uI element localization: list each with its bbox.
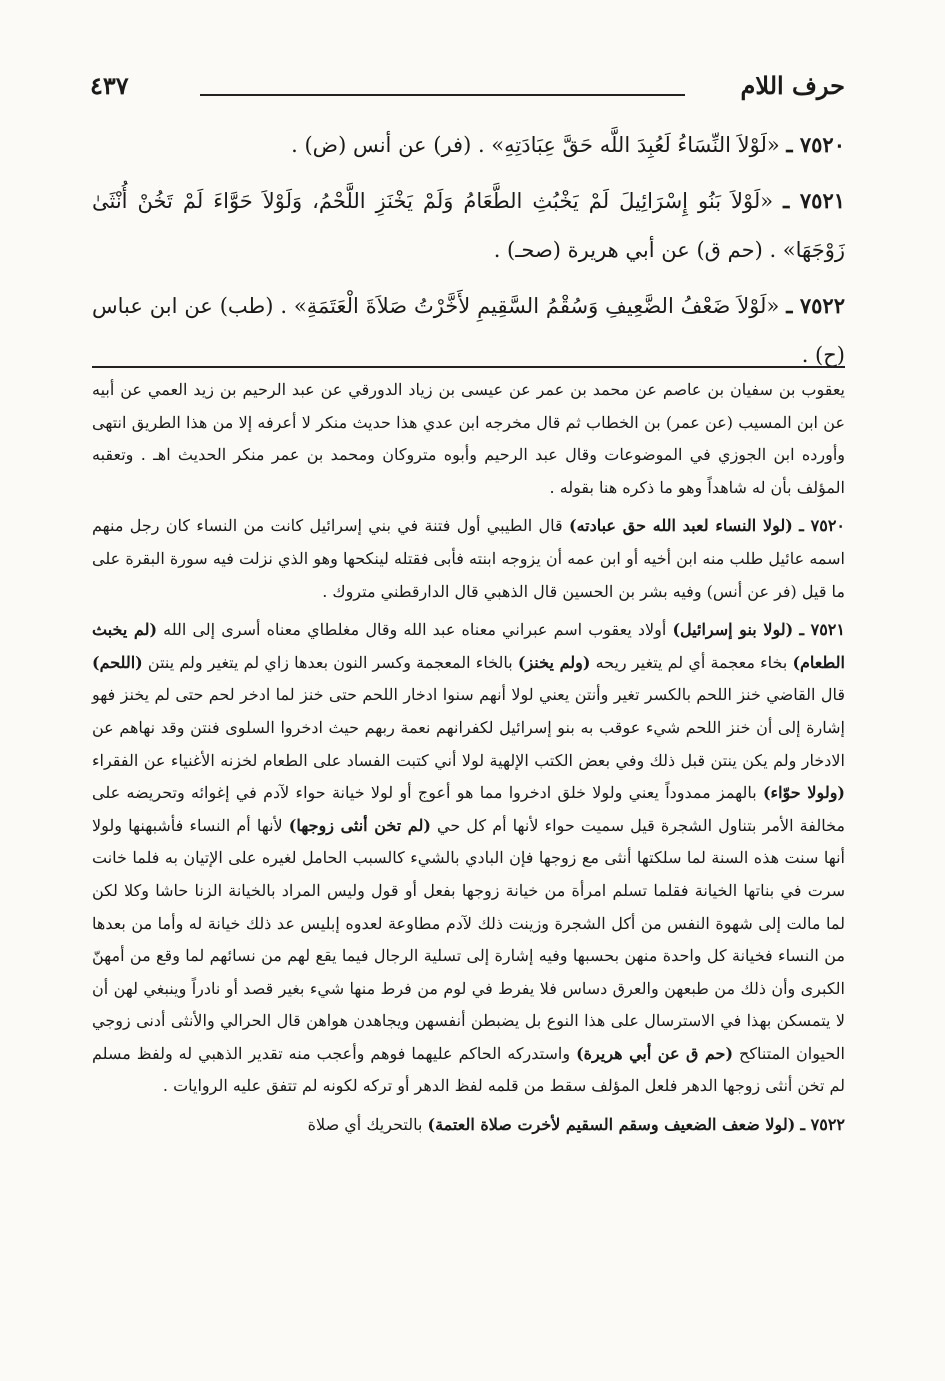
commentary-number: ٧٥٢٠ ـ bbox=[799, 516, 846, 536]
commentary-text: أولاد يعقوب اسم عبراني معناه عبد الله وقال مغلطاي معناه أسرى إلى الله bbox=[163, 620, 667, 640]
hadith-text: «لَوْلاَ ضَعْفُ الضَّعِيفِ وَسُقْمُ السَّقِيمِ لأَخَّرْتُ صَلاَةَ الْعَتَمَةِ» . (طب) عن ابن عباس (ح) . bbox=[92, 294, 845, 367]
commentary-text: بالهمز ممدوداً يعني ولولا خلق ادخروا مما هو أعوج أو لولا خيانة حواء لآدم في إغوائه وتحريضه على مخالفة الأمر بتناول الشجرة قيل سميت حواء لأنها أم كل حي bbox=[92, 783, 845, 835]
commentary-phrase: (حم ق عن أبي هريرة) bbox=[576, 1043, 734, 1063]
hadith-text: «لَوْلاَ بَنُو إِسْرَائِيلَ لَمْ يَخْبُثِ الطَّعَامُ وَلَمْ يَخْنَزِ اللَّحْمُ، وَلَوْلاَ حَوَّاءَ لَمْ تَخُنْ أُنْثَىٰ زَوْجَهَا» . (حم ق) عن أبي هريرة (صحـ) . bbox=[92, 189, 845, 262]
commentary-text: قال الطيبي أول فتنة في بني إسرائيل كانت من النساء كان رجل منهم اسمه عائيل طلب منه ابن أخيه أو ابن عمه أن يزوجه ابنته فأبى فقتله لينكحها وهو الذي نزلت فيه سورة البقرة على ما قيل (فر عن أنس) وفيه بشر بن الحسين قال الذهبي قال الدارقطني متروك . bbox=[92, 516, 845, 601]
commentary-7522 bbox=[92, 1109, 845, 1142]
commentary-section bbox=[92, 374, 845, 1148]
hadith-7521 bbox=[92, 176, 845, 275]
commentary-text: بالتحريك أي صلاة bbox=[307, 1115, 423, 1135]
commentary-phrase: (ولم يخنز) bbox=[517, 652, 591, 672]
commentary-heading: (لولا النساء لعبد الله حق عبادته) bbox=[569, 516, 793, 536]
page-header bbox=[90, 66, 845, 110]
chapter-title: حرف اللام bbox=[740, 71, 845, 100]
commentary-phrase: (لم تخن أنثى زوجها) bbox=[288, 815, 431, 835]
page-number: ٤٣٧ bbox=[90, 71, 129, 100]
header-rule bbox=[200, 94, 685, 96]
commentary-7521 bbox=[92, 614, 845, 1103]
commentary-phrase: (لم يخبث الطعام) bbox=[92, 620, 845, 672]
commentary-text: واستدركه الحاكم عليهما فوهم وأعجب منه تقدير الذهبي له ولفظ مسلم لم تخن أنثى زوجها الدهر فلعل المؤلف سقط من قلمه لفظ الدهر أو تركه لكونه لم تتفق عليه الروايات . bbox=[92, 1043, 845, 1096]
commentary-text: بالخاء المعجمة وكسر النون بعدها زاي لم يتغير ولم ينتن bbox=[147, 652, 513, 672]
hadith-number: ٧٥٢١ ـ bbox=[783, 188, 846, 213]
commentary-phrase: (اللحم) bbox=[92, 652, 143, 672]
commentary-number: ٧٥٢٢ ـ bbox=[800, 1115, 845, 1135]
hadith-section bbox=[92, 120, 845, 386]
commentary-heading: (لولا ضعف الضعيف وسقم السقيم لأخرت صلاة العتمة) bbox=[427, 1115, 796, 1135]
commentary-number: ٧٥٢١ ـ bbox=[799, 620, 845, 640]
hadith-text: «لَوْلاَ النِّسَاءُ لَعُبِدَ اللَّه حَقَّ عِبَادَتِهِ» . (فر) عن أنس (ض) . bbox=[291, 133, 780, 157]
commentary-7520 bbox=[92, 510, 845, 608]
hadith-number: ٧٥٢٠ ـ bbox=[786, 132, 845, 157]
commentary-text: لأنها أم النساء فأشبهنها ولولا أنها سنت هذه السنة لما سلكتها أنثى مع زوجها فإن البادي بالشيء كالسبب الحامل لغيره على الإتيان به فلما خانت سرت في بناتها الخيانة فقلما تسلم امرأة من خيانة زوجها بفعل أو قول وليس المراد بالخيانة الزنا حاشا وكلا لكن لما مالت إلى شهوة النفس من أكل الشجرة وزينت ذلك لآدم مطاوعة لعدوه إبليس عد ذلك خيانة له وأما من بعدها من النساء فخيانة كل واحدة منهن بحسبها وفيه إشارة إلى تسلية الرجال فيما يقع لهم من نسائهم لما وقع من أمهنّ الكبرى وأن ذلك من طبعهن والعرق دساس فلا يفرط في لوم من فرط منها شيء بغير قصد أو نادراً وينبغي لهن أن لا يتمسكن بهذا في الاسترسال على هذا النوع بل يضبطن أنفسهن ويجاهدن هواهن قال الحرالي والأنثى أدنى زوجي الحيوان المتناكح bbox=[92, 815, 845, 1063]
commentary-heading: (لولا بنو إسرائيل) bbox=[672, 620, 794, 640]
commentary-phrase: (ولولا حوّاء) bbox=[762, 783, 845, 803]
commentary-text: بخاء معجمة أي لم يتغير ريحه bbox=[595, 652, 788, 672]
footnote-divider bbox=[92, 366, 845, 368]
hadith-7520 bbox=[92, 120, 845, 170]
hadith-number: ٧٥٢٢ ـ bbox=[786, 293, 845, 318]
commentary-intro: يعقوب بن سفيان بن عاصم عن محمد بن عمر عن عيسى بن زياد الدورقي عن عبد الرحيم بن زيد العمي عن أبيه عن ابن المسيب (عن عمر) بن الخطاب ثم قال مخرجه ابن عدي هذا حديث منكر لا أعرفه إلا من هذا الطريق انتهى وأورده ابن الجوزي في الموضوعات وقال عبد الرحيم وأبوه متروكان ومحمد بن عمر منكر الحديث اهـ . وتعقبه المؤلف بأن له شاهداً وهو ما ذكره هنا بقوله . bbox=[92, 380, 845, 497]
commentary-text: قال القاضي خنز اللحم بالكسر تغير وأنتن يعني لولا أنهم سنوا ادخار اللحم حتى خنز لما ادخر لحم حتى لم يخنز فهو إشارة إلى أن خنز اللحم شيء عوقب به بنو إسرائيل لكفرانهم نعمة ربهم حيث ادخروا السلوى فنتن وقد نهاهم عن الادخار ولم يكن ينتن قبل ذلك وفي بعض الكتب الإلهية لولا أني كتبت الفساد على الطعام لخزنه الأغنياء عن الفقراء bbox=[92, 685, 845, 770]
